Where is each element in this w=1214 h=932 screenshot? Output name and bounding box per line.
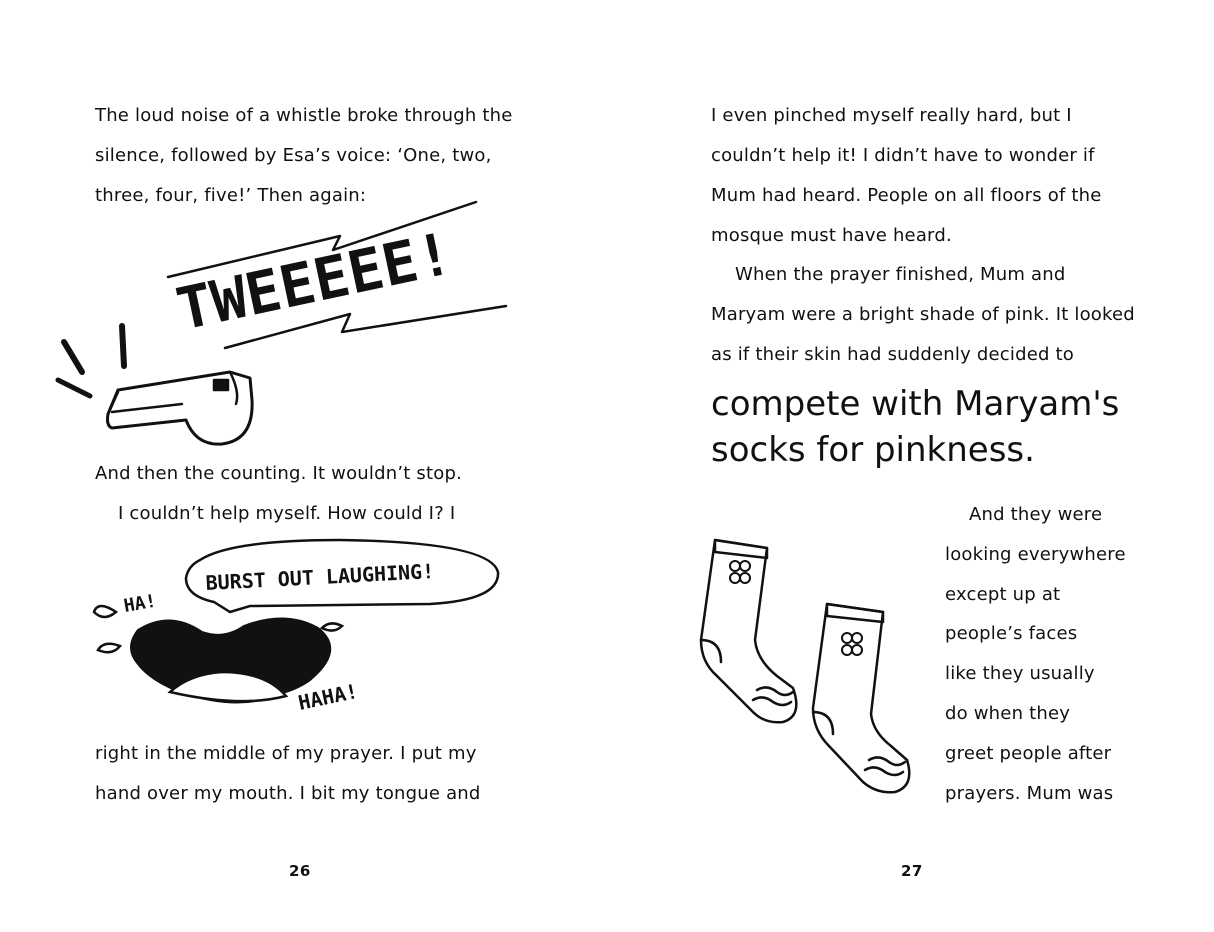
- text-line: like they usually: [945, 663, 1095, 684]
- text-line: hand over my mouth. I bit my tongue and: [95, 783, 481, 804]
- socks-illustration: [607, 0, 1214, 932]
- text-line: prayers. Mum was: [945, 783, 1114, 804]
- text-line: And they were: [969, 504, 1103, 525]
- text-line: Maryam were a bright shade of pink. It looked: [711, 304, 1135, 325]
- text-line: greet people after: [945, 743, 1112, 764]
- text-line: people’s faces: [945, 623, 1078, 644]
- speech-bubble-text: BURST OUT LAUGHING!: [205, 559, 435, 595]
- text-line: I even pinched myself really hard, but I: [711, 105, 1072, 126]
- laugh-haha-text: HAHA!: [296, 678, 360, 715]
- handwritten-emphasis-line: compete with Maryam's: [711, 384, 1120, 424]
- handwritten-emphasis-line: socks for pinkness.: [711, 430, 1035, 470]
- text-line: Mum had heard. People on all floors of the: [711, 185, 1102, 206]
- text-line: When the prayer finished, Mum and: [735, 264, 1066, 285]
- text-line: mosque must have heard.: [711, 225, 952, 246]
- page-number: 27: [901, 862, 923, 880]
- text-line: right in the middle of my prayer. I put my: [95, 743, 477, 764]
- text-line: looking everywhere: [945, 544, 1126, 565]
- text-line: couldn’t help it! I didn’t have to wonder if: [711, 145, 1095, 166]
- page-number: 26: [289, 862, 311, 880]
- text-line: three, four, five!’ Then again:: [95, 185, 367, 206]
- text-line: except up at: [945, 584, 1061, 605]
- text-line: And then the counting. It wouldn’t stop.: [95, 463, 463, 484]
- text-line: I couldn’t help myself. How could I? I: [118, 503, 456, 524]
- laugh-ha-text: HA!: [122, 590, 158, 617]
- right-page: [607, 0, 1214, 932]
- text-line: as if their skin had suddenly decided to: [711, 344, 1074, 365]
- whistle-sound-text: TWEEEEE!: [170, 219, 459, 344]
- text-line: The loud noise of a whistle broke through the: [95, 105, 513, 126]
- text-line: silence, followed by Esa’s voice: ‘One, two,: [95, 145, 492, 166]
- text-line: do when they: [945, 703, 1071, 724]
